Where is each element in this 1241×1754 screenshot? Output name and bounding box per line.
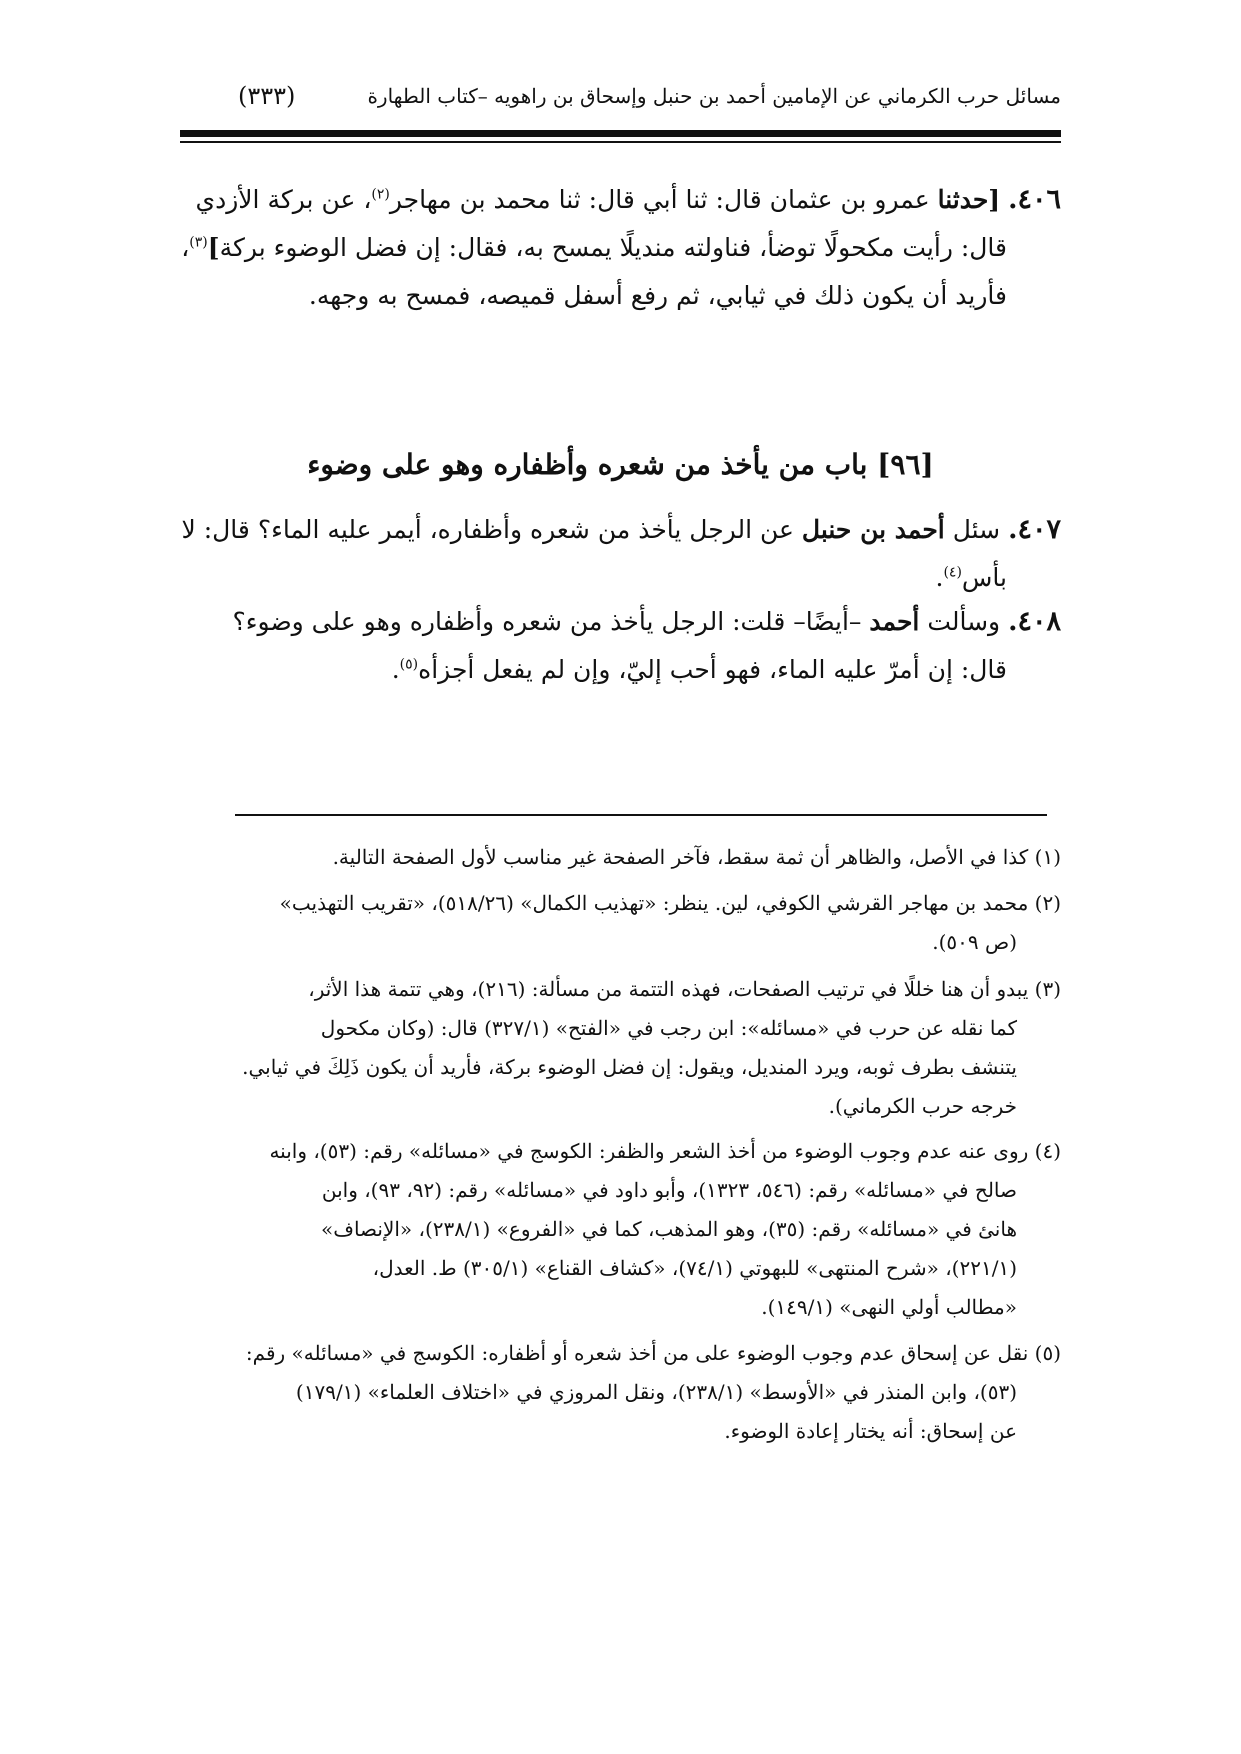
paragraph-number: ٤٠٧.: [1008, 514, 1061, 545]
footnote-separator: [235, 814, 1047, 816]
footnote-2: [180, 884, 1061, 962]
footnote-line: (٢٢١/١)، «شرح المنتهى» للبهوتي (٧٤/١)، «كشاف القناع» (٣٠٥/١) ط. العدل،: [372, 1256, 1017, 1280]
paragraph-number: ٤٠٨.: [1008, 606, 1061, 637]
chapter-heading: [٩٦] باب من يأخذ من شعره وأظفاره وهو على وضوء: [307, 448, 934, 481]
page-header: [180, 84, 1061, 124]
footnote-3: [180, 970, 1061, 1126]
page-number: (٣٣٣): [238, 82, 296, 110]
paragraph-number: ٤٠٦.: [1008, 184, 1061, 215]
header-rule-thick: [180, 130, 1061, 137]
footnote-line: (٣) يبدو أن هنا خللًا في ترتيب الصفحات، فهذه التتمة من مسألة: (٢١٦)، وهي تتمة هذا الأثر،: [308, 977, 1061, 1001]
footnote-line: (١) كذا في الأصل، والظاهر أن ثمة سقط، فآخر الصفحة غير مناسب لأول الصفحة التالية.: [332, 845, 1061, 869]
paragraph-408-line-2: قال: إن أمرّ عليه الماء، فهو أحب إليّ، وإن لم يفعل أجزأه$^{(٥)}$.: [391, 655, 1007, 684]
header-rule-thin: [180, 141, 1061, 143]
footnote-line: عن إسحاق: أنه يختار إعادة الوضوء.: [724, 1419, 1017, 1443]
paragraph-407-line-2: بأس$^{(٤)}$.: [935, 563, 1007, 592]
footnote-line: «مطالب أولي النهى» (١٤٩/١).: [761, 1295, 1017, 1319]
footnote-line: (٢) محمد بن مهاجر القرشي الكوفي، لين. ينظر: «تهذيب الكمال» (٥١٨/٢٦)، «تقريب التهذيب»: [279, 891, 1061, 915]
narrator-name: أحمد: [869, 607, 920, 636]
footnote-line: كما نقله عن حرب في «مسائله»: ابن رجب في «الفتح» (٣٢٧/١) قال: (وكان مكحول: [320, 1016, 1017, 1040]
paragraph-406-line-1: ٤٠٦. [حدثنا عمرو بن عثمان قال: ثنا أبي قال: ثنا محمد بن مهاجر$^{(٢)}$، عن بركة الأزدي: [195, 184, 1061, 215]
paragraph-406-line-2: قال: رأيت مكحولًا توضأ، فناولته منديلًا يمسح به، فقال: إن فضل الوضوء بركة]$^{(٣)}$،: [181, 233, 1007, 262]
paragraph-406: [180, 176, 1061, 320]
paragraph-406-line-3: فأريد أن يكون ذلك في ثيابي، ثم رفع أسفل قميصه، فمسح به وجهه.: [308, 281, 1007, 310]
paragraph-408-line-1: ٤٠٨. وسألت أحمد –أيضًا– قلت: الرجل يأخذ من شعره وأظفاره وهو على وضوء؟: [232, 606, 1061, 637]
hadith-lead: [حدثنا: [937, 185, 1001, 214]
footnote-line: هانئ في «مسائله» رقم: (٣٥)، وهو المذهب، كما في «الفروع» (٢٣٨/١)، «الإنصاف»: [320, 1217, 1017, 1241]
paragraph-408: [180, 598, 1061, 694]
running-title: مسائل حرب الكرماني عن الإمامين أحمد بن حنبل وإسحاق بن راهويه –كتاب الطهارة: [367, 84, 1061, 108]
narrator-name: أحمد بن حنبل: [801, 515, 945, 544]
footnote-ref-3[interactable]: (٣): [189, 234, 208, 251]
footnote-line: يتنشف بطرف ثوبه، ويرد المنديل، ويقول: إن فضل الوضوء بركة، فأريد أن يكون ذَلِكَ في ثيابي.: [242, 1055, 1017, 1079]
footnote-5: [180, 1334, 1061, 1451]
footnote-ref-2[interactable]: (٢): [371, 186, 390, 203]
footnote-ref-5[interactable]: (٥): [399, 656, 419, 673]
footnote-line: (٥) نقل عن إسحاق عدم وجوب الوضوء على من أخذ شعره أو أظفاره: الكوسج في «مسائله» رقم:: [245, 1341, 1061, 1365]
footnote-line: (ص ٥٠٩).: [932, 930, 1017, 954]
footnote-line: (٥٣)، وابن المنذر في «الأوسط» (٢٣٨/١)، ونقل المروزي في «اختلاف العلماء» (١٧٩/١): [295, 1380, 1017, 1404]
footnote-4: [180, 1132, 1061, 1327]
footnote-line: (٤) روى عنه عدم وجوب الوضوء من أخذ الشعر والظفر: الكوسج في «مسائله» رقم: (٥٣)، وابنه: [269, 1139, 1061, 1163]
paragraph-407: [180, 506, 1061, 602]
footnote-ref-4[interactable]: (٤): [943, 564, 962, 581]
footnote-line: خرجه حرب الكرماني).: [828, 1094, 1017, 1118]
footnote-line: صالح في «مسائله» رقم: (٥٤٦، ١٣٢٣)، وأبو داود في «مسائله» رقم: (٩٢، ٩٣)، وابن: [321, 1178, 1017, 1202]
footnote-1: [180, 838, 1061, 877]
paragraph-407-line-1: ٤٠٧. سئل أحمد بن حنبل عن الرجل يأخذ من شعره وأظفاره، أيمر عليه الماء؟ قال: لا: [181, 514, 1061, 545]
